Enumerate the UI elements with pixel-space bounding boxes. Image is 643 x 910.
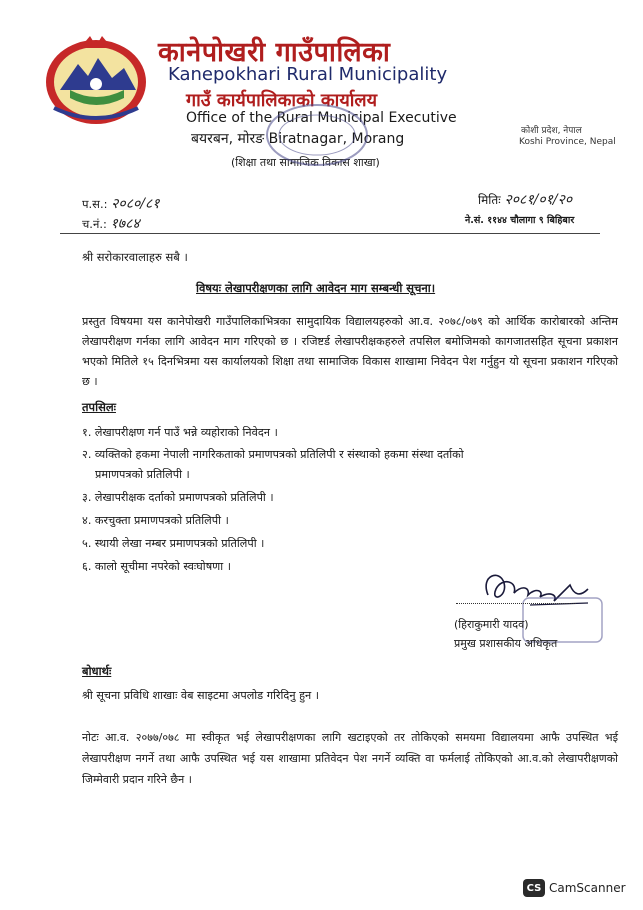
subject-line: विषयः लेखापरीक्षणका लागि आवेदन माग सम्बन्धी सूचना। [196, 281, 436, 295]
office-stamp-icon [262, 100, 372, 170]
list-item: २. व्यक्तिको हकमा नेपाली नागरिकताको प्रमाणपत्रको प्रतिलिपी र संस्थाको हकमा संस्था दर्ताको [82, 448, 464, 461]
list-item: प्रमाणपत्रको प्रतिलिपी । [95, 468, 190, 481]
list-item: ३. लेखापरीक्षक दर्ताको प्रमाणपत्रको प्रतिलिपी । [82, 491, 274, 504]
province-ne: कोशी प्रदेश, नेपाल [521, 126, 582, 136]
office-title-ne: गाउँ कार्यपालिकाको कार्यालय [186, 90, 378, 111]
list-item: ४. करचुक्ता प्रमाणपत्रको प्रतिलिपी । [82, 514, 229, 527]
reference-ps: प.स.: २०८०/८१ [82, 196, 160, 212]
body-paragraph: प्रस्तुत विषयमा यस कानेपोखरी गाउँपालिकाभित्रका सामुदायिक विद्यालयहरुको आ.व. २०७८/०७९ को आर्थिक कारोबारको अन्तिम लेखापरीक्षण गर्नका लागि आवेदन माग गरिएको छ । रजिष्टर्ड लेखापरीक्षकहरुले तपसिल बमोजिमको कागजातसहित सूचना प्रकाशन भएको मितिले १५ दिनभित्रमा यस कार्यालयको शिक्षा तथा सामाजिक विकास शाखामा निवेदन पेश गर्नुहुन यो सूचना प्रकाशन गरिएको छ । [82, 315, 618, 388]
letter-date: मितिः २०८१/०१/२० [478, 192, 573, 208]
reference-chn: च.नं.: १७८४ [82, 216, 140, 232]
cc-line: श्री सूचना प्रविधि शाखाः वेब साइटमा अपलोड गरिदिनु हुन । [82, 689, 320, 702]
signatory-title: प्रमुख प्रशासकीय अधिकृत [454, 637, 558, 650]
nepal-sambat-date: ने.सं. ११४४ चौलागा ९ बिहिबार [465, 215, 575, 226]
office-title-en: Office of the Rural Municipal Executive [186, 110, 457, 126]
list-item: १. लेखापरीक्षण गर्न पाउँ भन्ने व्यहोराको निवेदन । [82, 426, 278, 439]
tapasil-heading: तपसिलः [82, 400, 116, 414]
nepal-emblem-icon [40, 28, 152, 128]
list-item: ५. स्थायी लेखा नम्बर प्रमाणपत्रको प्रतिलिपी । [82, 537, 265, 550]
bodhartha-heading: बोधार्थः [82, 664, 112, 678]
municipality-title-ne: कानेपोखरी गाउँपालिका [158, 37, 391, 68]
signatory-name: (हिराकुमारी यादव) [454, 618, 529, 631]
addressee: श्री सरोकारवालाहरु सबै । [82, 250, 188, 264]
branch-name: (शिक्षा तथा सामाजिक विकास शाखा) [231, 156, 380, 169]
header-divider [60, 233, 600, 234]
list-item: ६. कालो सूचीमा नपरेको स्वःघोषणा । [82, 560, 231, 573]
office-address: बयरबन, मोरङ Biratnagar, Morang [191, 131, 405, 147]
province-en: Koshi Province, Nepal [519, 137, 616, 147]
signature-line [456, 603, 576, 604]
note-paragraph: नोटः आ.व. २०७७/०७८ मा स्वीकृत भई लेखापरीक्षणका लागि खटाइएको तर तोकिएको समयमा विद्यालयमा आफै उपस्थित भई लेखापरीक्षण नगर्ने तथा आफै उपस्थित भई यस शाखामा प्रतिवेदन पेश नगर्ने व्यक्ति वा फर्मलाई तोकिएको आ.व.को लेखापरीक्षणको जिम्मेवारी प्रदान गरिने छैन । [82, 731, 618, 786]
camscanner-label: CamScanner [549, 881, 626, 895]
municipality-title-en: Kanepokhari Rural Municipality [168, 64, 448, 85]
camscanner-logo-icon: CS [523, 879, 545, 897]
